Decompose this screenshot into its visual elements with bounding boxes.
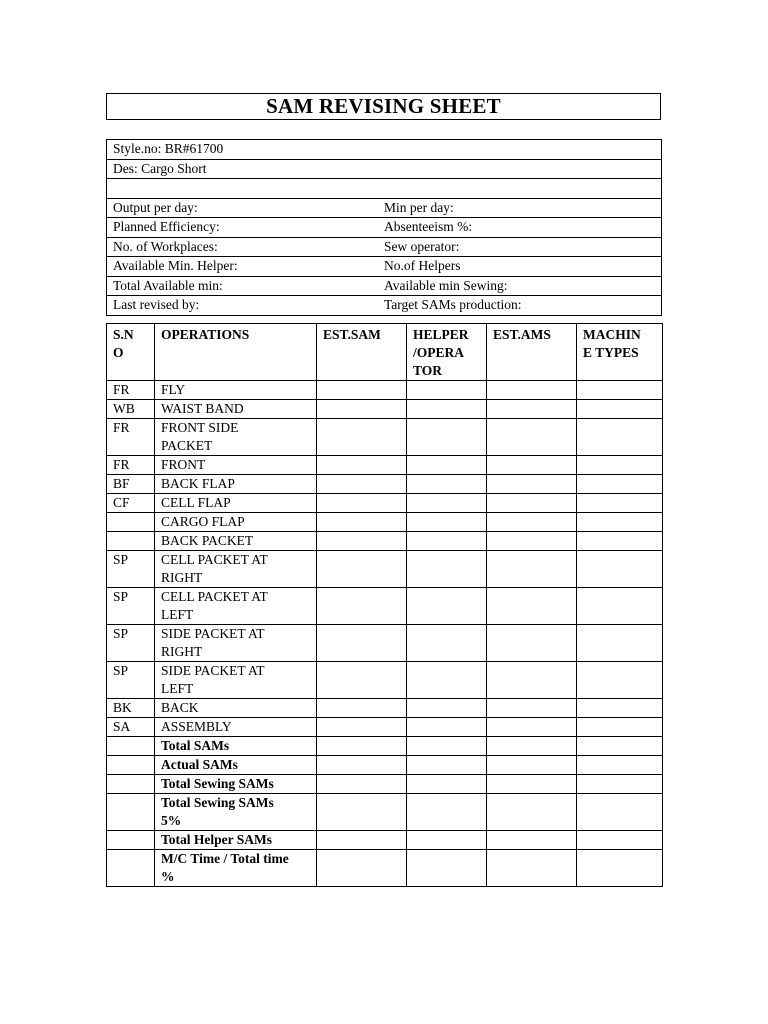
sno-cell: FR (107, 456, 155, 475)
helper-operator-cell (407, 532, 487, 551)
operation-line: Total Sewing SAMs (161, 795, 274, 810)
machine-type-cell (577, 625, 663, 662)
table-row (107, 551, 663, 588)
table-row (107, 625, 663, 662)
helper-operator-cell (407, 400, 487, 419)
info-row (107, 198, 662, 218)
info-right-cell: Sew operator: (384, 237, 662, 257)
machine-type-cell (577, 775, 663, 794)
helper-operator-cell (407, 551, 487, 588)
sno-cell (107, 513, 155, 532)
info-left-cell: Last revised by: (107, 296, 385, 316)
operation-line: BACK PACKET (161, 533, 254, 548)
est-ams-cell (487, 831, 577, 850)
machine-type-cell (577, 756, 663, 775)
est-ams-cell (487, 475, 577, 494)
operation-line: BACK FLAP (161, 476, 235, 491)
table-row (107, 737, 663, 756)
operation-cell (155, 475, 317, 494)
est-ams-cell (487, 400, 577, 419)
helper-operator-cell (407, 475, 487, 494)
table-row (107, 662, 663, 699)
style-no-row (107, 140, 662, 160)
header-operations (155, 324, 317, 381)
table-row (107, 400, 663, 419)
est-ams-cell (487, 419, 577, 456)
info-right-cell: Available min Sewing: (384, 276, 662, 296)
table-row (107, 456, 663, 475)
operation-line: PACKET (161, 438, 213, 453)
header-line: /OPERA (413, 345, 465, 360)
table-row (107, 699, 663, 718)
sno-cell: SA (107, 718, 155, 737)
operation-cell (155, 737, 317, 756)
operation-cell (155, 718, 317, 737)
sno-cell: FR (107, 381, 155, 400)
operation-line: Actual SAMs (161, 757, 238, 772)
est-ams-cell (487, 662, 577, 699)
est-sam-cell (317, 775, 407, 794)
header-est-sam (317, 324, 407, 381)
operation-line: Total Helper SAMs (161, 832, 273, 847)
operation-line: Total SAMs (161, 738, 230, 753)
info-left-cell: Planned Efficiency: (107, 218, 385, 238)
est-sam-cell (317, 400, 407, 419)
table-row (107, 494, 663, 513)
operation-cell (155, 625, 317, 662)
blank-cell (107, 179, 662, 199)
machine-type-cell (577, 662, 663, 699)
est-sam-cell (317, 475, 407, 494)
info-row (107, 296, 662, 316)
sno-cell: WB (107, 400, 155, 419)
helper-operator-cell (407, 775, 487, 794)
machine-type-cell (577, 737, 663, 756)
helper-operator-cell (407, 588, 487, 625)
info-row (107, 257, 662, 277)
table-row (107, 718, 663, 737)
operation-cell (155, 775, 317, 794)
info-right-cell: Target SAMs production: (384, 296, 662, 316)
est-ams-cell (487, 850, 577, 887)
operation-line: FRONT SIDE (161, 420, 239, 435)
sno-cell (107, 737, 155, 756)
operation-line: CARGO FLAP (161, 514, 245, 529)
table-row (107, 850, 663, 887)
helper-operator-cell (407, 794, 487, 831)
operation-cell (155, 831, 317, 850)
est-sam-cell (317, 718, 407, 737)
operation-cell (155, 699, 317, 718)
sno-cell (107, 775, 155, 794)
machine-type-cell (577, 831, 663, 850)
est-ams-cell (487, 381, 577, 400)
est-sam-cell (317, 381, 407, 400)
operation-cell (155, 662, 317, 699)
sno-cell: SP (107, 662, 155, 699)
operation-cell (155, 794, 317, 831)
machine-type-cell (577, 588, 663, 625)
header-sno (107, 324, 155, 381)
machine-type-cell (577, 850, 663, 887)
est-ams-cell (487, 794, 577, 831)
operation-line: FRONT (161, 457, 206, 472)
sno-cell: SP (107, 551, 155, 588)
est-sam-cell (317, 513, 407, 532)
sno-cell (107, 850, 155, 887)
operation-line: SIDE PACKET AT (161, 663, 265, 678)
operation-cell (155, 381, 317, 400)
info-left-cell: Available Min. Helper: (107, 257, 385, 277)
operation-line: RIGHT (161, 644, 203, 659)
est-sam-cell (317, 551, 407, 588)
sno-cell: SP (107, 625, 155, 662)
header-line: O (113, 345, 124, 360)
helper-operator-cell (407, 513, 487, 532)
est-ams-cell (487, 737, 577, 756)
sno-cell (107, 831, 155, 850)
est-ams-cell (487, 532, 577, 551)
machine-type-cell (577, 551, 663, 588)
operation-cell (155, 588, 317, 625)
est-ams-cell (487, 588, 577, 625)
helper-operator-cell (407, 718, 487, 737)
est-sam-cell (317, 794, 407, 831)
helper-operator-cell (407, 699, 487, 718)
table-row (107, 475, 663, 494)
sno-cell (107, 532, 155, 551)
info-right-cell: Min per day: (384, 198, 662, 218)
operation-cell (155, 419, 317, 456)
est-sam-cell (317, 494, 407, 513)
header-machine-types (577, 324, 663, 381)
machine-type-cell (577, 699, 663, 718)
table-row (107, 381, 663, 400)
operation-line: CELL FLAP (161, 495, 231, 510)
est-sam-cell (317, 737, 407, 756)
header-helper-operator (407, 324, 487, 381)
helper-operator-cell (407, 737, 487, 756)
operation-line: % (161, 869, 175, 884)
table-row (107, 419, 663, 456)
header-est-ams (487, 324, 577, 381)
machine-type-cell (577, 494, 663, 513)
machine-type-cell (577, 532, 663, 551)
operation-cell (155, 513, 317, 532)
table-row (107, 831, 663, 850)
helper-operator-cell (407, 381, 487, 400)
info-right-cell: Absenteeism %: (384, 218, 662, 238)
est-sam-cell (317, 625, 407, 662)
operation-line: RIGHT (161, 570, 203, 585)
operation-cell (155, 532, 317, 551)
machine-type-cell (577, 718, 663, 737)
est-ams-cell (487, 513, 577, 532)
info-row (107, 276, 662, 296)
est-sam-cell (317, 756, 407, 775)
info-row (107, 218, 662, 238)
info-left-cell: Total Available min: (107, 276, 385, 296)
style-no-cell: Style.no: BR#61700 (107, 140, 662, 160)
operation-line: ASSEMBLY (161, 719, 232, 734)
sno-cell: BF (107, 475, 155, 494)
sno-cell: SP (107, 588, 155, 625)
operations-table (106, 323, 663, 887)
helper-operator-cell (407, 625, 487, 662)
operation-line: CELL PACKET AT (161, 589, 268, 604)
table-row (107, 775, 663, 794)
est-ams-cell (487, 625, 577, 662)
machine-type-cell (577, 456, 663, 475)
est-sam-cell (317, 831, 407, 850)
header-line: TOR (413, 363, 443, 378)
operation-line: CELL PACKET AT (161, 552, 268, 567)
helper-operator-cell (407, 756, 487, 775)
est-ams-cell (487, 718, 577, 737)
machine-type-cell (577, 475, 663, 494)
operation-cell (155, 756, 317, 775)
est-sam-cell (317, 456, 407, 475)
helper-operator-cell (407, 494, 487, 513)
operation-line: LEFT (161, 607, 194, 622)
sno-cell: BK (107, 699, 155, 718)
header-line: MACHIN (583, 327, 641, 342)
description-cell: Des: Cargo Short (107, 159, 662, 179)
operation-line: WAIST BAND (161, 401, 244, 416)
info-right-cell: No.of Helpers (384, 257, 662, 277)
sno-cell: CF (107, 494, 155, 513)
operation-cell (155, 456, 317, 475)
machine-type-cell (577, 513, 663, 532)
info-left-cell: Output per day: (107, 198, 385, 218)
table-header-row (107, 324, 663, 381)
header-line: E TYPES (583, 345, 639, 360)
operation-line: 5% (161, 813, 182, 828)
header-line: OPERATIONS (161, 327, 250, 342)
machine-type-cell (577, 419, 663, 456)
est-ams-cell (487, 699, 577, 718)
header-line: S.N (113, 327, 134, 342)
operation-cell (155, 494, 317, 513)
sno-cell (107, 794, 155, 831)
helper-operator-cell (407, 850, 487, 887)
helper-operator-cell (407, 456, 487, 475)
operation-line: LEFT (161, 681, 194, 696)
est-sam-cell (317, 850, 407, 887)
operation-line: Total Sewing SAMs (161, 776, 274, 791)
est-ams-cell (487, 756, 577, 775)
operation-cell (155, 551, 317, 588)
est-ams-cell (487, 775, 577, 794)
operation-line: BACK (161, 700, 199, 715)
operation-line: M/C Time / Total time (161, 851, 289, 866)
table-row (107, 588, 663, 625)
table-row (107, 513, 663, 532)
sheet-title: SAM REVISING SHEET (106, 93, 661, 120)
est-ams-cell (487, 551, 577, 588)
est-ams-cell (487, 456, 577, 475)
operation-line: FLY (161, 382, 186, 397)
style-info-table (106, 139, 662, 316)
blank-row (107, 179, 662, 199)
info-left-cell: No. of Workplaces: (107, 237, 385, 257)
est-sam-cell (317, 699, 407, 718)
est-sam-cell (317, 662, 407, 699)
operation-line: SIDE PACKET AT (161, 626, 265, 641)
machine-type-cell (577, 400, 663, 419)
machine-type-cell (577, 381, 663, 400)
description-row (107, 159, 662, 179)
est-sam-cell (317, 532, 407, 551)
est-sam-cell (317, 419, 407, 456)
helper-operator-cell (407, 662, 487, 699)
header-line: EST.AMS (493, 327, 551, 342)
helper-operator-cell (407, 419, 487, 456)
machine-type-cell (577, 794, 663, 831)
sno-cell (107, 756, 155, 775)
info-row (107, 237, 662, 257)
operation-cell (155, 400, 317, 419)
est-ams-cell (487, 494, 577, 513)
header-line: EST.SAM (323, 327, 381, 342)
table-row (107, 794, 663, 831)
header-line: HELPER (413, 327, 469, 342)
table-row (107, 756, 663, 775)
operation-cell (155, 850, 317, 887)
table-row (107, 532, 663, 551)
est-sam-cell (317, 588, 407, 625)
helper-operator-cell (407, 831, 487, 850)
sno-cell: FR (107, 419, 155, 456)
